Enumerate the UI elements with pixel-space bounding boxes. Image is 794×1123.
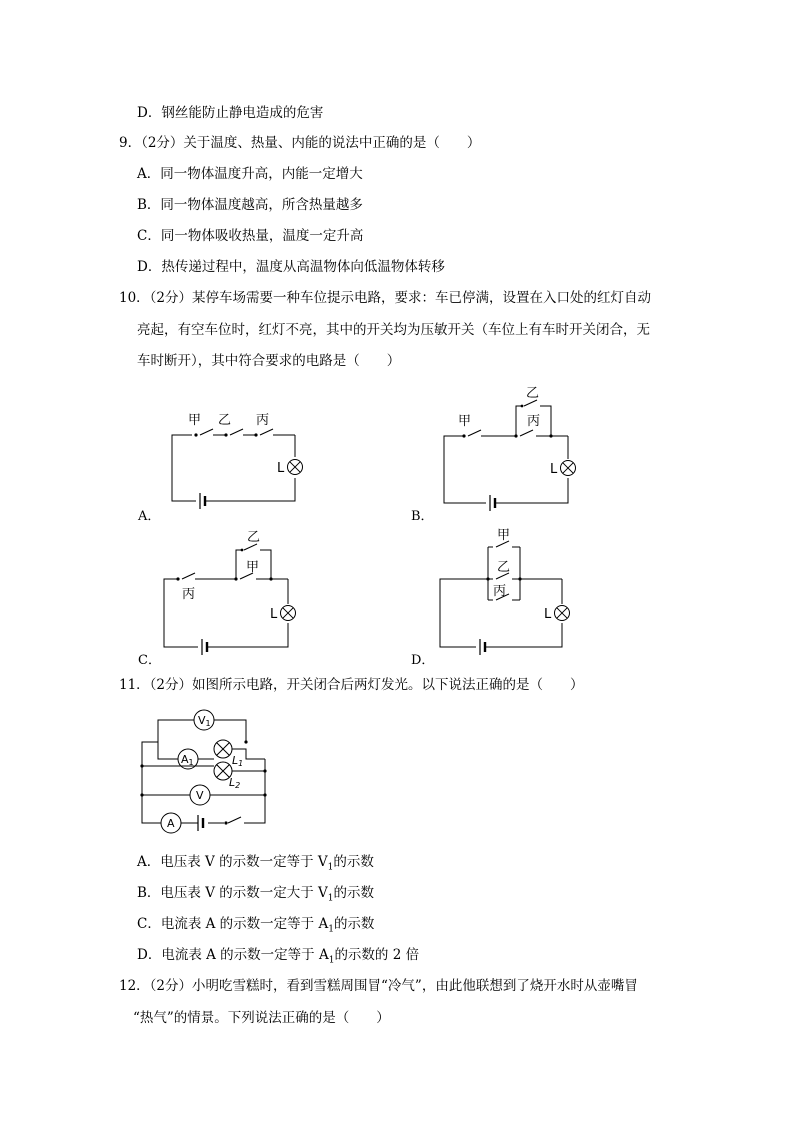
svg-text:A1: A1 — [181, 753, 194, 767]
lamp-l2-label: L — [229, 776, 236, 789]
question-9-option-a: A．同一物体温度升高，内能一定增大 — [137, 166, 363, 182]
question-9-option-d: D．热传递过程中，温度从高温物体向低温物体转移 — [137, 259, 445, 275]
svg-text:L2: L2 — [229, 776, 241, 790]
ammeter-a-label: A — [167, 817, 175, 830]
circuit-option-c-label: C． — [138, 653, 161, 668]
svg-text:L1: L1 — [232, 754, 244, 768]
question-10-stem-line-3: 车时断开），其中符合要求的电路是（ ） — [137, 353, 401, 369]
switch-label-jia: 甲 — [458, 414, 472, 429]
svg-text:V1: V1 — [198, 714, 211, 728]
circuit-diagram-d — [418, 525, 598, 665]
lamp-label: L — [550, 462, 558, 477]
switch-label-yi: 乙 — [247, 530, 261, 545]
question-11-stem: 11．（2分）如图所示电路，开关闭合后两灯发光。以下说法正确的是（ ） — [119, 677, 584, 693]
switch-label-bing: 丙 — [182, 587, 196, 602]
question-9-option-b: B．同一物体温度越高，所含热量越多 — [137, 197, 363, 213]
question-9-option-c: C．同一物体吸收热量，温度一定升高 — [137, 228, 364, 244]
switch-label-jia: 甲 — [497, 528, 511, 543]
question-11-option-c: C．电流表 A 的示数一定等于 $A_1$的示数 — [137, 916, 375, 935]
circuit-diagram-c — [140, 525, 320, 665]
question-12-stem-line-1: 12．（2分）小明吃雪糕时，看到雪糕周围冒“冷气”，由此他联想到了烧开水时从壶嘴冒 — [119, 978, 638, 994]
switch-label-yi: 乙 — [526, 386, 540, 401]
question-9-stem: 9．（2分）关于温度、热量、内能的说法中正确的是（ ） — [119, 135, 481, 151]
circuit-diagram-b — [420, 385, 600, 525]
lamp-label: L — [270, 607, 278, 622]
question-11-option-b: B．电压表 V 的示数一定大于 $V_1$的示数 — [137, 885, 375, 904]
switch-label-jia: 甲 — [246, 560, 260, 575]
question-11-option-d: D．电流表 A 的示数一定等于 $A_1$的示数的 2 倍 — [137, 947, 420, 966]
circuit-option-b-label: B． — [411, 509, 434, 524]
lamp-label: L — [277, 461, 285, 476]
circuit-option-d-label: D． — [411, 653, 435, 668]
circuit-diagram-q11 — [128, 703, 278, 838]
switch-label-bing: 丙 — [256, 413, 270, 428]
question-11-option-a: A．电压表 V 的示数一定等于 $V_1$的示数 — [137, 854, 374, 873]
question-10-stem-line-2: 亮起，有空车位时，红灯不亮，其中的开关均为压敏开关（车位上有车时开关闭合，无 — [137, 322, 650, 338]
switch-label-yi: 乙 — [497, 560, 511, 575]
prev-question-option-d: D．钢丝能防止静电造成的危害 — [137, 105, 324, 121]
ammeter-a1-label: A — [181, 753, 189, 766]
question-12-stem-line-2: “热气”的情景。下列说法正确的是（ ） — [133, 1010, 390, 1026]
voltmeter-v1-label: V — [198, 714, 206, 727]
lamp-label: L — [544, 607, 552, 622]
question-10-stem-line-1: 10．（2分）某停车场需要一种车位提示电路，要求：车已停满，设置在入口处的红灯自动 — [119, 290, 652, 306]
lamp-l1-label: L — [232, 754, 239, 767]
voltmeter-v-label: V — [196, 789, 204, 802]
switch-label-jia: 甲 — [188, 413, 202, 428]
switch-label-yi: 乙 — [218, 413, 232, 428]
switch-label-bing: 丙 — [493, 584, 507, 599]
circuit-option-a-label: A． — [138, 509, 161, 524]
switch-label-bing: 丙 — [527, 414, 541, 429]
